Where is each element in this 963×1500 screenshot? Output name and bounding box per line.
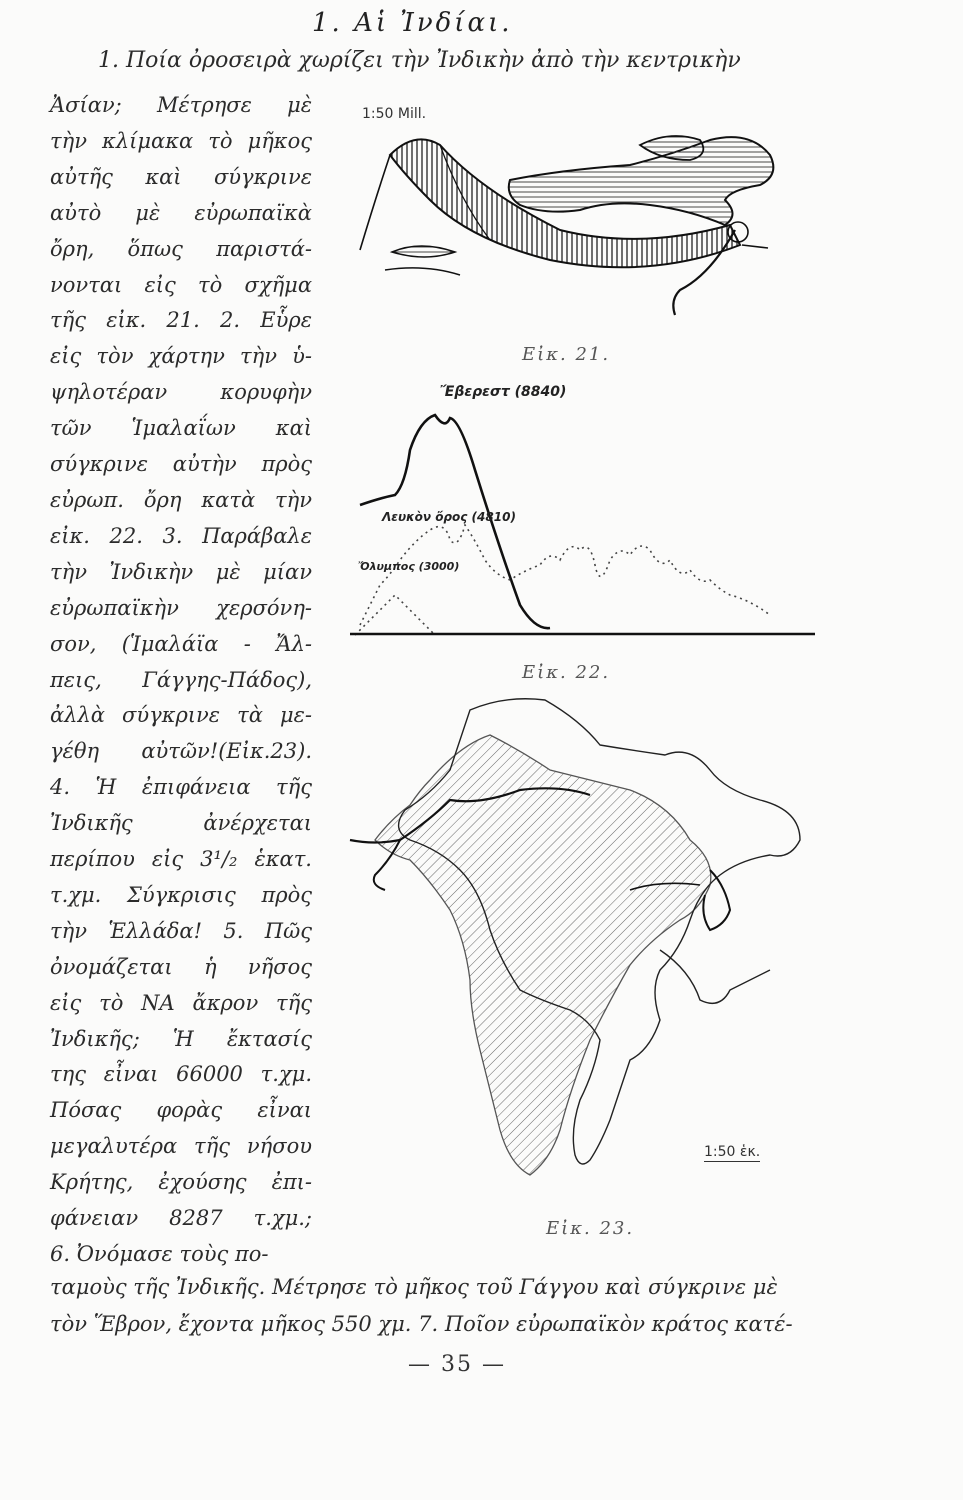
question-line: 1. Ποία ὀροσειρὰ χωρίζει τὴν Ἰνδικὴν ἀπὸ τὴν κεντρικὴν [98,48,741,73]
left-column-line: νονται εἰς τὸ σχῆμα [50,272,312,297]
everest-label: Ἔβερεστ (8840) [440,384,567,400]
olympus-label: Ὄλυμπος (3000) [358,560,460,573]
left-column-line: Ἰνδικῆς ἀνέρχεται [50,811,312,836]
left-column-line: ἀλλὰ σύγκρινε τὰ με- [50,703,312,728]
left-column-line: εἰκ. 22. 3. Παράβαλε [50,523,312,548]
page-title: 1. Αἱ Ἰνδίαι. [312,8,513,38]
left-column-line: μεγαλυτέρα τῆς νήσου [50,1134,312,1159]
figure-23-caption: Εἰκ. 23. [546,1218,635,1239]
left-column-line: ὄρη, ὅπως παριστά- [50,236,312,261]
left-column-line: εἰς τὸ ΝΑ ἄκρον τῆς [50,990,312,1015]
left-column-line: 6. Ὀνόμασε τοὺς πο- [50,1242,269,1266]
left-column-line: Ἀσίαν; Μέτρησε μὲ [50,93,312,117]
left-column-line: τὴν κλίμακα τὸ μῆκος [50,128,312,153]
left-column-text [50,88,312,1273]
left-column-line: φάνειαν 8287 τ.χμ.; [50,1206,312,1231]
left-column-line: Κρήτης, ἐχούσης ἐπι- [50,1170,312,1195]
left-column-line: 4. Ἡ ἐπιφάνεια τῆς [50,775,312,800]
figure-23-scale: 1:50 ἑκ. [704,1144,761,1160]
left-column-line: σον, (Ἱμαλάϊα - Ἄλ- [50,631,312,656]
figure-21-mountain-comparison [330,100,790,330]
left-column-line: εὐρωπαϊκὴν χερσόνη- [50,595,312,620]
left-column-line: αὐτῆς καὶ σύγκρινε [50,164,312,189]
left-column-line: τῆς εἰκ. 21. 2. Εὗρε [50,308,312,333]
left-column-line: Ἰνδικῆς; Ἡ ἔκτασίς [50,1026,312,1051]
left-column-line: εἰς τὸν χάρτην τὴν ὑ- [50,344,312,369]
left-column-line: Πόσας φορὰς εἶναι [50,1098,312,1123]
left-column-line: γέθη αὐτῶν!(Εἰκ.23). [50,739,312,764]
left-column-line: τῶν Ἱμαλαΐων καὶ [50,416,312,441]
figure-23-india-europe-map [330,690,810,1200]
left-column-line: της εἶναι 66000 τ.χμ. [50,1062,312,1087]
left-column-line: τ.χμ. Σύγκρισις πρὸς [50,882,312,907]
left-column-line: τὴν Ἑλλάδα! 5. Πῶς [50,918,312,943]
left-column-line: σύγκρινε αὐτὴν πρὸς [50,452,312,477]
figure-21-caption: Εἰκ. 21. [522,344,611,365]
left-column-line: τὴν Ἰνδικὴν μὲ μίαν [50,559,312,584]
page-number: — 35 — [408,1352,506,1377]
left-column-line: ψηλοτέραν κορυφὴν [50,380,312,405]
figure-22-caption: Εἰκ. 22. [522,662,611,683]
left-column-line: περίπου εἰς 3¹/₂ ἑκατ. [50,847,312,872]
left-column-line: εὐρωπ. ὄρη κατὰ τὴν [50,487,312,512]
mont-blanc-label: Λευκὸν ὄρος (4810) [382,510,516,524]
left-column-line: πεις, Γάγγης-Πάδος), [50,667,312,692]
figure-21-scale: 1:50 Mill. [362,106,427,122]
left-column-line: αὐτὸ μὲ εὐρωπαϊκὰ [50,200,312,225]
bottom-line-1: ταμοὺς τῆς Ἰνδικῆς. Μέτρησε τὸ μῆκος τοῦ Γάγγου καὶ σύγκρινε μὲ [50,1275,778,1299]
bottom-line-2: τὸν Ἕβρον, ἔχοντα μῆκος 550 χμ. 7. Ποῖον εὐρωπαϊκὸν κράτος κατέ- [50,1312,793,1336]
left-column-line: ὀνομάζεται ἡ νῆσος [50,954,312,979]
